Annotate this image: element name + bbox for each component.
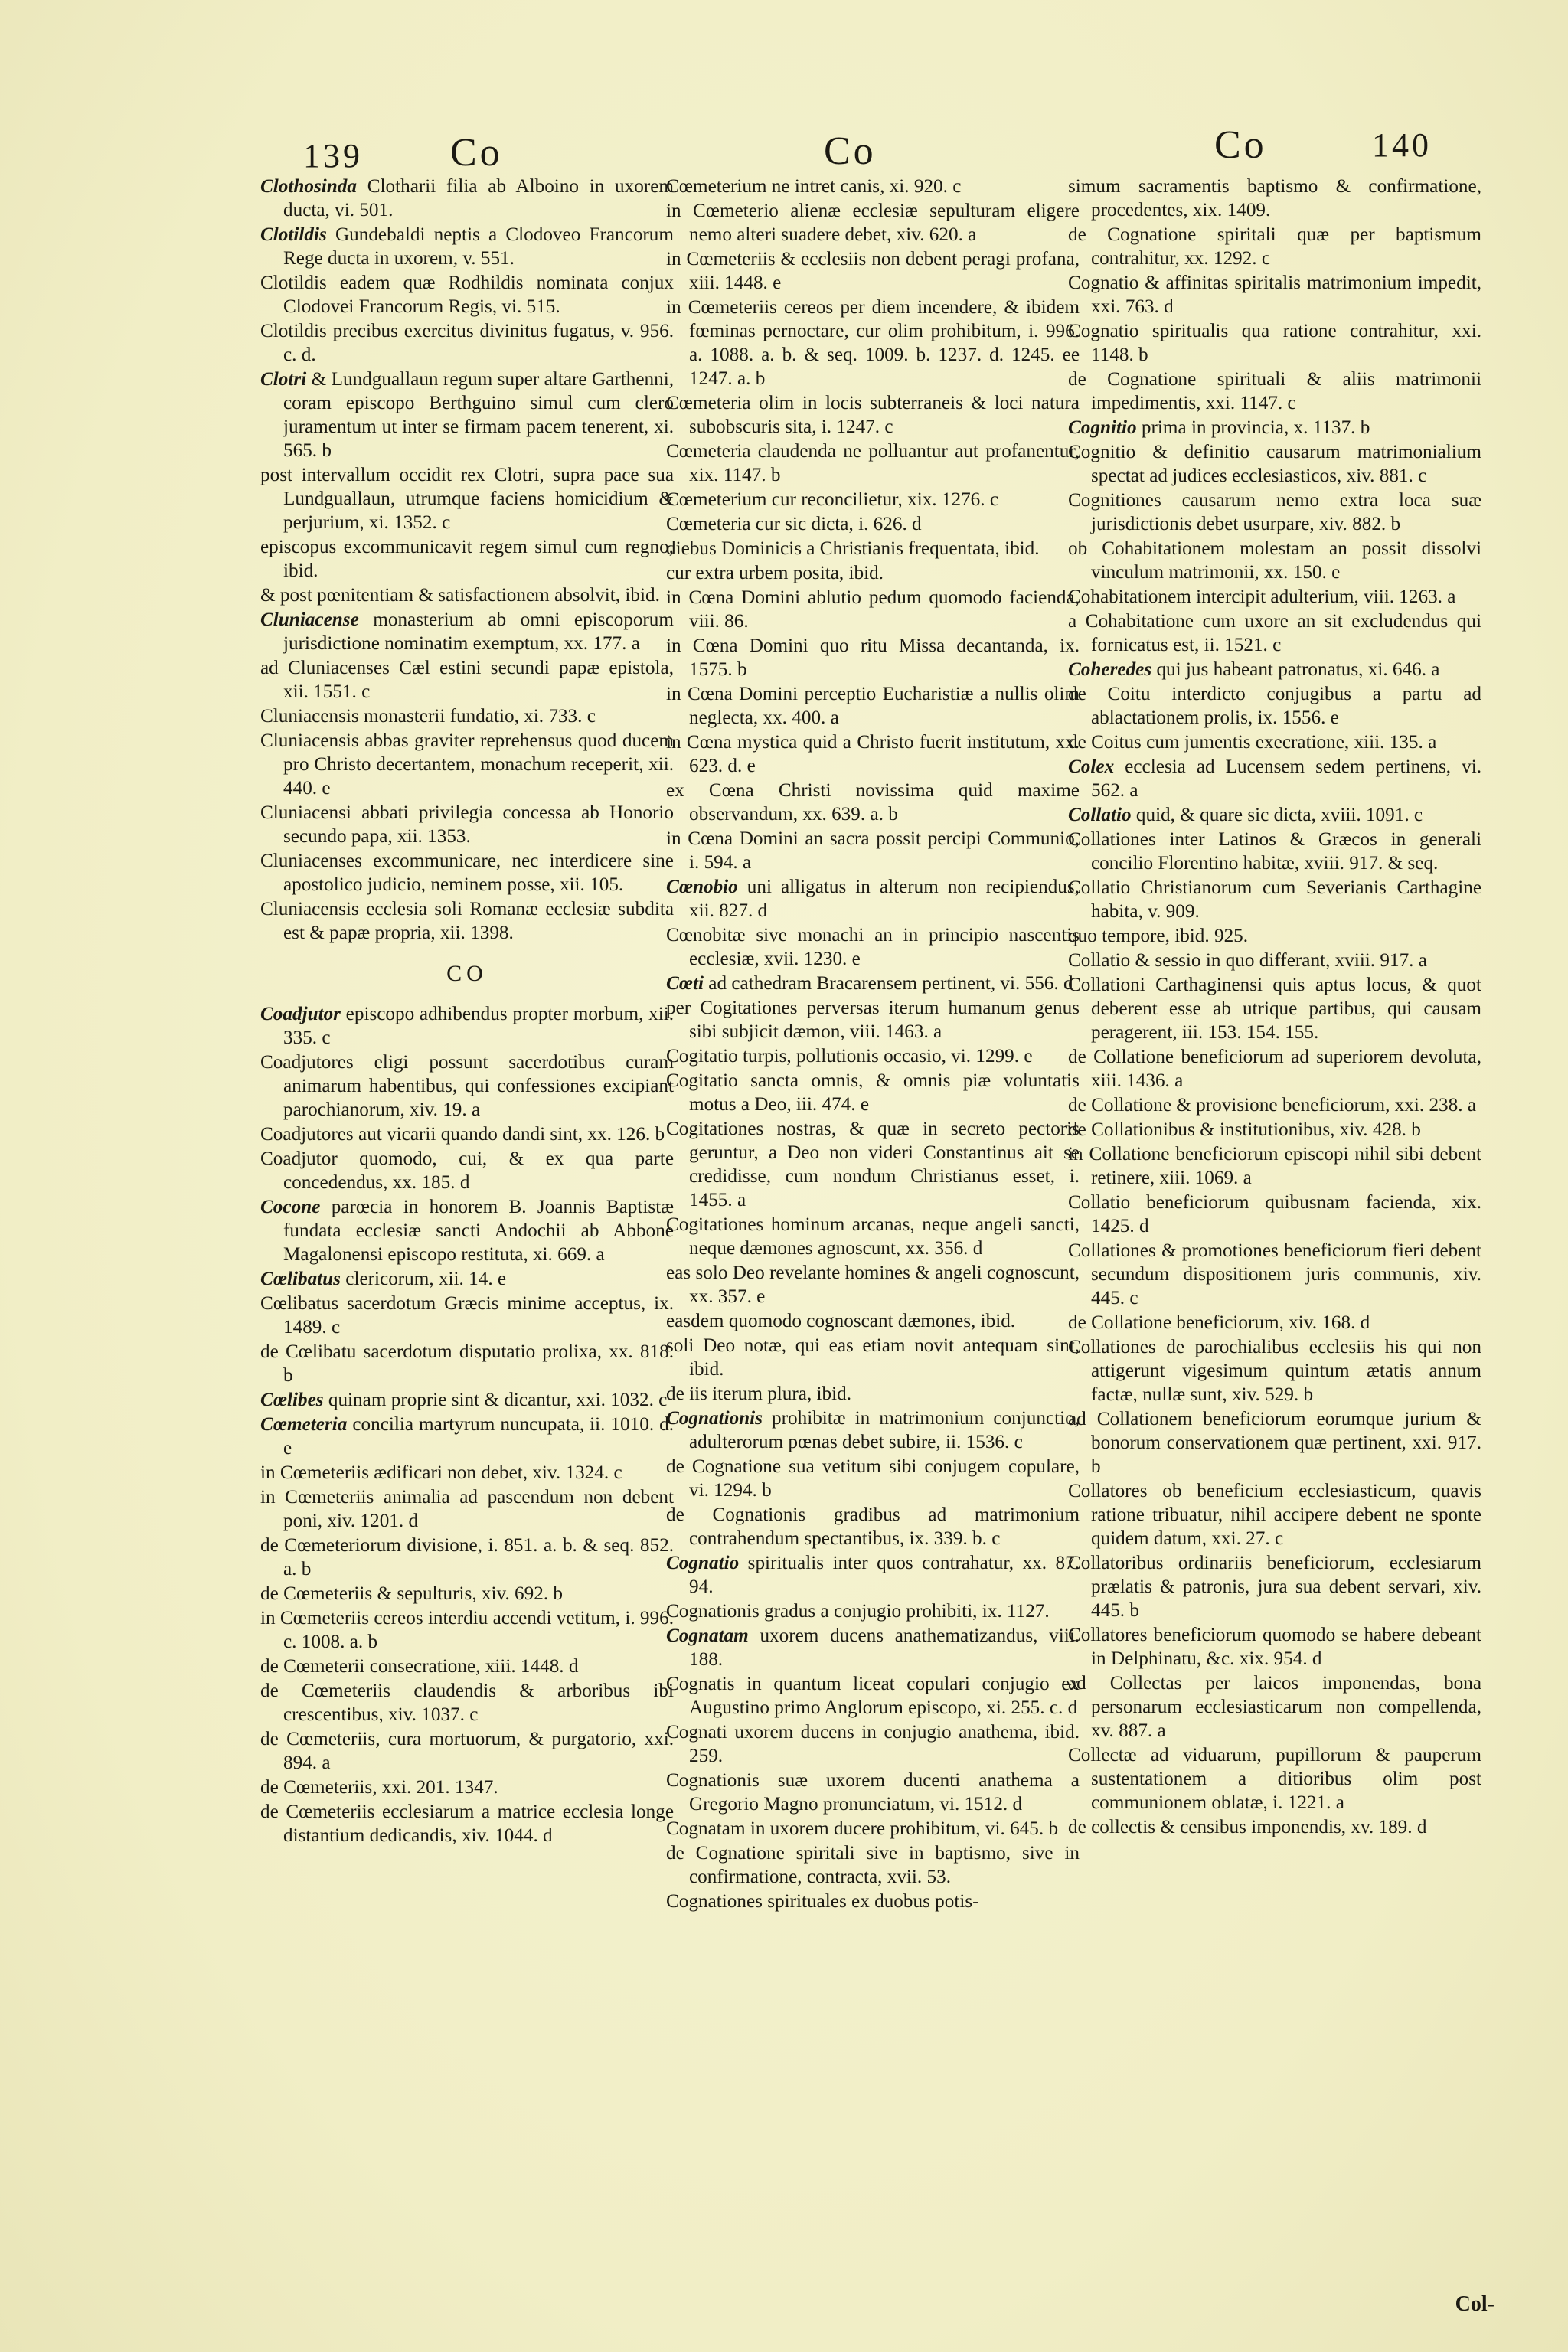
entry-text: simum sacramentis baptismo & confirmatione, procedentes, xix. 1409. xyxy=(1068,176,1481,220)
index-entry xyxy=(666,199,1080,247)
index-entry xyxy=(666,175,1080,198)
index-entry xyxy=(1068,658,1481,681)
index-entry xyxy=(1068,828,1481,875)
index-entry xyxy=(1068,755,1481,802)
entry-text: de Collatione beneficiorum, xiv. 168. d xyxy=(1068,1312,1370,1333)
entry-text: Cœmeteria cur sic dicta, i. 626. d xyxy=(666,514,922,534)
index-entry xyxy=(666,1672,1080,1720)
entry-text: ad Cluniacenses Cæl estini secundi papæ epistola, xii. 1551. c xyxy=(260,658,674,702)
entry-text: de Collationibus & institutionibus, xiv. 428. b xyxy=(1068,1119,1421,1140)
entry-keyword: Coheredes xyxy=(1068,659,1152,680)
entry-text: de Cœmeterii consecratione, xiii. 1448. d xyxy=(260,1656,579,1677)
entry-text: in Cœmeteriis cereos per diem incendere, & ibidem fœminas pernoctare, cur olim prohibitum, i. 996. a. 1088. a. b. & seq. 1009. b. 1237. d. 1245. ee 1247. a. b xyxy=(666,297,1080,389)
index-entry xyxy=(666,827,1080,874)
entry-text: Cogitationes nostras, & quæ in secreto pectoris geruntur, a Deo non videri Constantinus ait se credidisse, cum nondum Christianus esset, i. 1455. a xyxy=(666,1119,1080,1210)
index-entry xyxy=(260,1413,674,1460)
entry-text: in Cœna Domini perceptio Eucharistiæ a nullis olim neglecta, xx. 400. a xyxy=(666,684,1080,728)
entry-text: de Collatione beneficiorum ad superiorem devoluta, xiii. 1436. a xyxy=(1068,1047,1481,1091)
index-entry xyxy=(1068,175,1481,222)
index-entry xyxy=(1068,1551,1481,1622)
index-entry xyxy=(666,682,1080,730)
entry-text: Cœlibatus sacerdotum Græcis minime acceptus, ix. 1489. c xyxy=(260,1293,674,1338)
entry-text: a Cohabitatione cum uxore an sit excludendus qui fornicatus est, ii. 1521. c xyxy=(1068,611,1481,655)
entry-text: Coadjutores aut vicarii quando dandi sint, xx. 126. b xyxy=(260,1124,665,1145)
entry-text: de collectis & censibus imponendis, xv. 189. d xyxy=(1068,1817,1427,1838)
entry-text: Cluniacenses excommunicare, nec interdicere sine apostolico judicio, neminem posse, xii. 105. xyxy=(260,851,674,895)
index-entry xyxy=(666,779,1080,826)
entry-text: in Cœna mystica quid a Christo fuerit institutum, xx. 623. d. e xyxy=(666,732,1080,776)
entry-text: in Collatione beneficiorum episcopi nihil sibi debent retinere, xiii. 1069. a xyxy=(1068,1144,1481,1188)
index-entry xyxy=(260,319,674,367)
index-entry xyxy=(1068,1045,1481,1093)
entry-keyword: Cœmeteria xyxy=(260,1414,348,1435)
entry-text: de Cognatione spirituali & aliis matrimonii impedimentis, xxi. 1147. c xyxy=(1068,369,1481,413)
index-entry xyxy=(260,1775,674,1799)
entry-text: & Lundguallaun regum super altare Garthenni, coram episcopo Berthguino simul cum clero juramentum ut inter se firmam pacem tenerent, xi. 565. b xyxy=(283,369,674,461)
index-entry xyxy=(260,1800,674,1847)
index-entry xyxy=(260,1292,674,1339)
entry-keyword: Colex xyxy=(1068,756,1115,777)
entry-keyword: Cœlibatus xyxy=(260,1269,341,1289)
entry-text: ecclesia ad Lucensem sedem pertinens, vi. 562. a xyxy=(1091,756,1481,801)
entry-text: de Cognatione spiritali quæ per baptismum contrahitur, xx. 1292. c xyxy=(1068,224,1481,269)
entry-text: Cognati uxorem ducens in conjugio anathema, ibid. 259. xyxy=(666,1722,1080,1766)
entry-text: Cluniacensi abbati privilegia concessa ab Honorio secundo papa, xii. 1353. xyxy=(260,802,674,847)
index-entry xyxy=(260,1485,674,1533)
index-entry xyxy=(1068,368,1481,415)
index-entry xyxy=(1068,440,1481,488)
index-entry xyxy=(666,1213,1080,1260)
index-entry xyxy=(1068,1671,1481,1743)
entry-keyword: Clotri xyxy=(260,369,307,390)
index-entry xyxy=(1068,1623,1481,1671)
entry-text: Cognitio & definitio causarum matrimonialium spectat ad judices ecclesiasticos, xiv. 881. c xyxy=(1068,442,1481,486)
entry-keyword: Collatio xyxy=(1068,805,1132,825)
entry-text: Collatio Christianorum cum Severianis Carthagine habita, v. 909. xyxy=(1068,877,1481,922)
entry-text: Collationes inter Latinos & Græcos in generali concilio Florentino habitæ, xviii. 917. & seq. xyxy=(1068,829,1481,874)
entry-keyword: Coadjutor xyxy=(260,1004,341,1024)
entry-text: in Cœmeterio alienæ ecclesiæ sepulturam eligere nemo alteri suadere debet, xiv. 620. a xyxy=(666,201,1080,245)
running-head-right: Co xyxy=(1214,123,1267,167)
index-entry xyxy=(260,1002,674,1050)
entry-text: de Cœmeteriis ecclesiarum a matrice ecclesia longe distantium dedicandis, xiv. 1044. d xyxy=(260,1802,674,1846)
entry-text: concilia martyrum nuncupata, ii. 1010. d. e xyxy=(283,1414,674,1459)
entry-keyword: Cognatam xyxy=(666,1625,749,1646)
entry-text: quinam proprie sint & dicantur, xxi. 1032. c xyxy=(323,1390,668,1410)
index-entry xyxy=(260,463,674,534)
entry-text: in Cœmeteriis animalia ad pascendum non debent poni, xiv. 1201. d xyxy=(260,1487,674,1531)
entry-text: Cogitationes hominum arcanas, neque angeli sancti, neque dæmones agnoscunt, xx. 356. d xyxy=(666,1214,1080,1259)
index-entry xyxy=(666,296,1080,390)
entry-text: Cœmeteria claudenda ne polluantur aut profanentur, xix. 1147. b xyxy=(666,441,1080,485)
entry-text: clericorum, xii. 14. e xyxy=(340,1269,507,1289)
entry-text: Clotharii filia ab Alboino in uxorem ducta, vi. 501. xyxy=(283,176,674,220)
index-entry xyxy=(260,175,674,222)
index-entry xyxy=(666,1769,1080,1816)
index-entry xyxy=(1068,924,1481,948)
entry-text: Collatores ob beneficium ecclesiasticum, quavis ratione tribuatur, nihil accipere debent ne sponte quidem datum, xxi. 27. c xyxy=(1068,1481,1481,1549)
running-head-left: Co xyxy=(450,131,503,175)
index-entry xyxy=(1068,1239,1481,1310)
entry-text: de Cœlibatu sacerdotum disputatio prolixa, xx. 818. b xyxy=(260,1341,674,1386)
entry-keyword: Cœnobio xyxy=(666,877,738,897)
index-entry xyxy=(1068,1118,1481,1142)
index-entry xyxy=(1068,609,1481,657)
entry-text: Cognationis suæ uxorem ducenti anathema a Gregorio Magno pronunciatum, vi. 1512. d xyxy=(666,1770,1080,1815)
entry-text: Cogitatio turpis, pollutionis occasio, vi. 1299. e xyxy=(666,1046,1033,1067)
entry-keyword: Cognationis xyxy=(666,1408,763,1429)
entry-text: Cognationes spirituales ex duobus potis- xyxy=(666,1891,979,1912)
entry-text: Cognatam in uxorem ducere prohibitum, vi. 645. b xyxy=(666,1818,1059,1839)
index-entry xyxy=(666,1382,1080,1406)
index-entry xyxy=(666,1455,1080,1502)
entry-text: qui jus habeant patronatus, xi. 646. a xyxy=(1152,659,1440,680)
index-entry xyxy=(260,801,674,848)
index-entry xyxy=(1068,682,1481,730)
index-entry xyxy=(260,1050,674,1122)
entry-text: Cohabitationem intercipit adulterium, viii. 1263. a xyxy=(1068,586,1456,607)
index-entry xyxy=(260,223,674,270)
entry-text: quo tempore, ibid. 925. xyxy=(1068,926,1249,946)
index-entry xyxy=(1068,1407,1481,1478)
index-entry xyxy=(666,996,1080,1044)
entry-text: easdem quomodo cognoscant dæmones, ibid. xyxy=(666,1311,1016,1331)
index-entry xyxy=(666,1817,1080,1841)
entry-keyword: Cœlibes xyxy=(260,1390,324,1410)
entry-text: prohibitæ in matrimonium conjunctio, adulterorum pœnas debet subire, ii. 1536. c xyxy=(689,1408,1080,1452)
index-entry xyxy=(666,247,1080,295)
entry-text: eas solo Deo revelante homines & angeli cognoscunt, xx. 357. e xyxy=(666,1263,1080,1307)
index-entry xyxy=(260,271,674,318)
index-entry xyxy=(260,583,674,607)
index-entry xyxy=(1068,1311,1481,1334)
entry-keyword: Cœti xyxy=(666,973,704,994)
entry-text: Collationes & promotiones beneficiorum fieri debent secundum dispositionem juris communis, xiv. 445. c xyxy=(1068,1240,1481,1308)
entry-text: Clotildis eadem quæ Rodhildis nominata conjux Clodovei Francorum Regis, vi. 515. xyxy=(260,273,674,317)
index-entry xyxy=(666,1890,1080,1913)
entry-text: prima in provincia, x. 1137. b xyxy=(1136,417,1370,438)
entry-text: Cœmeterium cur reconcilietur, xix. 1276. c xyxy=(666,489,999,510)
index-entry xyxy=(1068,1093,1481,1117)
index-entry xyxy=(666,1720,1080,1768)
index-entry xyxy=(1068,223,1481,270)
entry-text: Collatio beneficiorum quibusnam facienda, xix. 1425. d xyxy=(1068,1192,1481,1236)
entry-text: de Cœmeteriis claudendis & arboribus ibi crescentibus, xiv. 1037. c xyxy=(260,1681,674,1725)
entry-text: Cognationis gradus a conjugio prohibiti, ix. 1127. xyxy=(666,1601,1050,1622)
entry-keyword: Cocone xyxy=(260,1197,321,1217)
index-entry xyxy=(666,1841,1080,1889)
entry-text: in Cœna Domini quo ritu Missa decantanda, ix. 1575. b xyxy=(666,635,1080,680)
index-entry xyxy=(1068,1191,1481,1238)
entry-text: diebus Dominicis a Christianis frequentata, ibid. xyxy=(666,538,1040,559)
entry-keyword: Clothosinda xyxy=(260,176,357,197)
index-entry xyxy=(666,1599,1080,1623)
index-entry xyxy=(666,1551,1080,1599)
index-entry xyxy=(1068,876,1481,923)
index-entry xyxy=(666,439,1080,487)
entry-text: Cognitiones causarum nemo extra loca suæ jurisdictionis debet usurpare, xiv. 882. b xyxy=(1068,490,1481,534)
index-entry xyxy=(1068,949,1481,972)
index-entry xyxy=(1068,271,1481,318)
entry-text: ad Collationem beneficiorum eorumque jurium & bonorum conservationem quæ pertinent, xxi. 917. b xyxy=(1068,1409,1481,1477)
index-entry xyxy=(260,1582,674,1606)
index-entry xyxy=(666,1261,1080,1308)
entry-text: Collationes de parochialibus ecclesiis his qui non attigerunt vigesimum quintum ætatis annum factæ, nullæ sunt, xiv. 529. b xyxy=(1068,1337,1481,1405)
index-entry xyxy=(666,875,1080,923)
entry-text: soli Deo notæ, qui eas etiam novit antequam sint, ibid. xyxy=(666,1335,1080,1380)
entry-text: in Cœna Domini an sacra possit percipi Communio, i. 594. a xyxy=(666,828,1080,873)
entry-text: de Coitu interdicto conjugibus a partu ad ablactationem prolis, ix. 1556. e xyxy=(1068,684,1481,728)
index-entry xyxy=(666,923,1080,971)
index-entry xyxy=(260,1195,674,1266)
index-entry xyxy=(1068,1815,1481,1839)
index-entry xyxy=(260,1534,674,1581)
index-entry xyxy=(1068,319,1481,367)
index-entry xyxy=(666,1624,1080,1671)
entry-text: parœcia in honorem B. Joannis Baptistæ fundata ecclesiæ sancti Andochii ab Abbone Magalonensi episcopo restituta, xi. 669. a xyxy=(283,1197,674,1265)
entry-text: cur extra urbem posita, ibid. xyxy=(666,563,884,583)
index-entry xyxy=(260,656,674,704)
index-entry xyxy=(260,1655,674,1678)
index-entry xyxy=(1068,973,1481,1044)
entry-text: Cognatio spiritualis qua ratione contrahitur, xxi. 1148. b xyxy=(1068,321,1481,365)
entry-text: in Cœmeteriis ædificari non debet, xiv. 1324. c xyxy=(260,1462,622,1483)
entry-text: ex Cœna Christi novissima quid maxime observandum, xx. 639. a. b xyxy=(666,780,1080,825)
entry-text: in Cœmeteriis & ecclesiis non debent peragi profana, xiii. 1448. e xyxy=(666,249,1080,293)
index-entry xyxy=(260,1606,674,1654)
index-entry xyxy=(260,1122,674,1146)
entry-text: Coadjutor quomodo, cui, & ex qua parte concedendus, xx. 185. d xyxy=(260,1148,674,1193)
index-entry xyxy=(1068,1743,1481,1815)
index-entry xyxy=(1068,1335,1481,1406)
index-entry xyxy=(666,1044,1080,1068)
index-entry xyxy=(666,1334,1080,1381)
index-entry xyxy=(1068,803,1481,827)
index-entry xyxy=(260,368,674,462)
index-entry xyxy=(260,1147,674,1194)
index-entry xyxy=(666,561,1080,585)
index-entry xyxy=(260,849,674,897)
entry-text: quid, & quare sic dicta, xviii. 1091. c xyxy=(1131,805,1423,825)
entry-text: de Cognatione spiritali sive in baptismo, sive in confirmatione, contracta, xvii. 53. xyxy=(666,1843,1080,1887)
entry-text: Cluniacensis monasterii fundatio, xi. 733. c xyxy=(260,706,596,727)
index-entry xyxy=(666,488,1080,511)
entry-text: Cœnobitæ sive monachi an in principio nascentis ecclesiæ, xvii. 1230. e xyxy=(666,925,1080,969)
entry-text: in Cœmeteriis cereos interdiu accendi vetitum, i. 996. c. 1008. a. b xyxy=(260,1608,674,1652)
entry-text: ob Cohabitationem molestam an possit dissolvi vinculum matrimonii, xx. 150. e xyxy=(1068,538,1481,583)
entry-text: Gundebaldi neptis a Clodoveo Francorum Rege ducta in uxorem, v. 551. xyxy=(283,224,674,269)
entry-text: Collatio & sessio in quo differant, xviii. 917. a xyxy=(1068,950,1427,971)
page-header xyxy=(0,115,1568,176)
entry-text: de Cœmeteriorum divisione, i. 851. a. b. & seq. 852. a. b xyxy=(260,1535,674,1579)
index-entry xyxy=(666,634,1080,681)
index-entry xyxy=(666,972,1080,995)
index-entry xyxy=(666,586,1080,633)
index-entry xyxy=(260,535,674,583)
index-entry xyxy=(260,1267,674,1291)
entry-text: Coadjutores eligi possunt sacerdotibus curam animarum habentibus, qui confessiones excipiant parochianorum, xiv. 19. a xyxy=(260,1052,674,1120)
index-entry xyxy=(260,1340,674,1387)
index-entry xyxy=(260,608,674,655)
entry-text: Collationi Carthaginensi quis aptus locus, & quot deberent esse ab utrique partibus, qui causam peragerent, iii. 153. 154. 155. xyxy=(1068,975,1481,1043)
catchword: Col- xyxy=(1455,2292,1494,2316)
entry-text: ad cathedram Bracarensem pertinent, vi. 556. d xyxy=(704,973,1073,994)
entry-text: Cluniacensis ecclesia soli Romanæ ecclesiæ subdita est & papæ propria, xii. 1398. xyxy=(260,899,674,943)
page-number-right: 140 xyxy=(1372,126,1432,164)
index-entry xyxy=(260,729,674,800)
index-entry xyxy=(1068,537,1481,584)
entry-text: per Cogitationes perversas iterum humanum genus sibi subjicit dæmon, viii. 1463. a xyxy=(666,998,1080,1042)
entry-text: episcopus excommunicavit regem simul cum regno, ibid. xyxy=(260,537,674,581)
entry-text: Cognatio & affinitas spiritalis matrimonium impedit, xxi. 763. d xyxy=(1068,273,1481,317)
index-entry xyxy=(666,537,1080,560)
entry-text: Cognatis in quantum liceat copulari conjugio ex Augustino primo Anglorum episcopo, xi. 255. c. d xyxy=(666,1674,1080,1718)
index-entry xyxy=(1068,1479,1481,1550)
entry-text: de Collatione & provisione beneficiorum, xxi. 238. a xyxy=(1068,1095,1477,1116)
entry-text: de Coitus cum jumentis execratione, xiii. 135. a xyxy=(1068,732,1437,753)
entry-text: ad Collectas per laicos imponendas, bona personarum ecclesiasticarum non compellenda, xv. 887. a xyxy=(1068,1673,1481,1741)
entry-text: post intervallum occidit rex Clotri, supra pace sua Lundguallaun, utrumque faciens homicidium & perjurium, xi. 1352. c xyxy=(260,465,674,533)
entry-text: Clotildis precibus exercitus divinitus fugatus, v. 956. c. d. xyxy=(260,321,674,365)
index-entry xyxy=(666,1503,1080,1550)
index-entry xyxy=(1068,488,1481,536)
entry-text: Collectæ ad viduarum, pupillorum & pauperum sustentationem a ditioribus olim post communionem oblatæ, i. 1221. a xyxy=(1068,1745,1481,1813)
entry-text: in Cœna Domini ablutio pedum quomodo facienda, viii. 86. xyxy=(666,587,1080,632)
entry-text: Cogitatio sancta omnis, & omnis piæ voluntatis motus a Deo, iii. 474. e xyxy=(666,1070,1080,1115)
index-entry xyxy=(666,1406,1080,1454)
index-entry xyxy=(666,512,1080,536)
entry-keyword: Cognatio xyxy=(666,1553,740,1573)
entry-text: monasterium ab omni episcoporum jurisdictione nominatim exemptum, xx. 177. a xyxy=(283,609,674,654)
index-entry xyxy=(260,1388,674,1412)
index-entry xyxy=(1068,585,1481,609)
index-entry xyxy=(666,730,1080,778)
entry-keyword: Clotildis xyxy=(260,224,327,245)
index-column-right xyxy=(1068,175,1481,1840)
entry-keyword: Cluniacense xyxy=(260,609,359,630)
index-entry xyxy=(666,1309,1080,1333)
index-entry xyxy=(260,1461,674,1485)
entry-text: & post pœnitentiam & satisfactionem absolvit, ibid. xyxy=(260,585,660,606)
index-entry xyxy=(1068,730,1481,754)
entry-keyword: Cognitio xyxy=(1068,417,1137,438)
page-number-left: 139 xyxy=(303,137,363,175)
index-entry xyxy=(260,897,674,945)
index-column-left xyxy=(260,175,674,1848)
entry-text: de Cœmeteriis, xxi. 201. 1347. xyxy=(260,1777,498,1798)
index-entry xyxy=(1068,1142,1481,1190)
entry-text: Cœmeteria olim in locis subterraneis & loci natura subobscuris sita, i. 1247. c xyxy=(666,393,1080,437)
entry-text: Cœmeterium ne intret canis, xi. 920. c xyxy=(666,176,962,197)
entry-text: uni alligatus in alterum non recipiendus, xii. 827. d xyxy=(689,877,1080,921)
entry-text: Cluniacensis abbas graviter reprehensus quod ducem pro Christo decertantem, monachum receperit, xii. 440. e xyxy=(260,730,674,799)
entry-text: de Cognatione sua vetitum sibi conjugem copulare, vi. 1294. b xyxy=(666,1456,1080,1501)
entry-text: uxorem ducens anathematizandus, viii. 188. xyxy=(689,1625,1080,1670)
entry-text: Collatores beneficiorum quomodo se habere debeant in Delphinatu, &c. xix. 954. d xyxy=(1068,1625,1481,1669)
index-entry xyxy=(260,1679,674,1726)
entry-text: Collatoribus ordinariis beneficiorum, ecclesiarum prælatis & patronis, jura sua debent servari, xiv. 445. b xyxy=(1068,1553,1481,1621)
index-entry xyxy=(260,704,674,728)
index-entry xyxy=(1068,416,1481,439)
index-entry xyxy=(666,391,1080,439)
entry-text: de Cognationis gradibus ad matrimonium contrahendum spectantibus, ix. 339. b. c xyxy=(666,1504,1080,1549)
entry-text: de Cœmeteriis & sepulturis, xiv. 692. b xyxy=(260,1583,564,1604)
index-entry xyxy=(666,1117,1080,1212)
entry-text: de iis iterum plura, ibid. xyxy=(666,1383,852,1404)
section-heading: CO xyxy=(446,961,488,986)
entry-text: episcopo adhibendus propter morbum, xii. 335. c xyxy=(283,1004,674,1048)
entry-text: spiritualis inter quos contrahatur, xx. 87. 94. xyxy=(689,1553,1080,1597)
index-column-middle xyxy=(666,175,1080,1914)
index-entry xyxy=(666,1069,1080,1116)
index-entry xyxy=(260,1727,674,1775)
running-head-center: Co xyxy=(824,129,877,173)
entry-text: de Cœmeteriis, cura mortuorum, & purgatorio, xxi. 894. a xyxy=(260,1729,674,1773)
